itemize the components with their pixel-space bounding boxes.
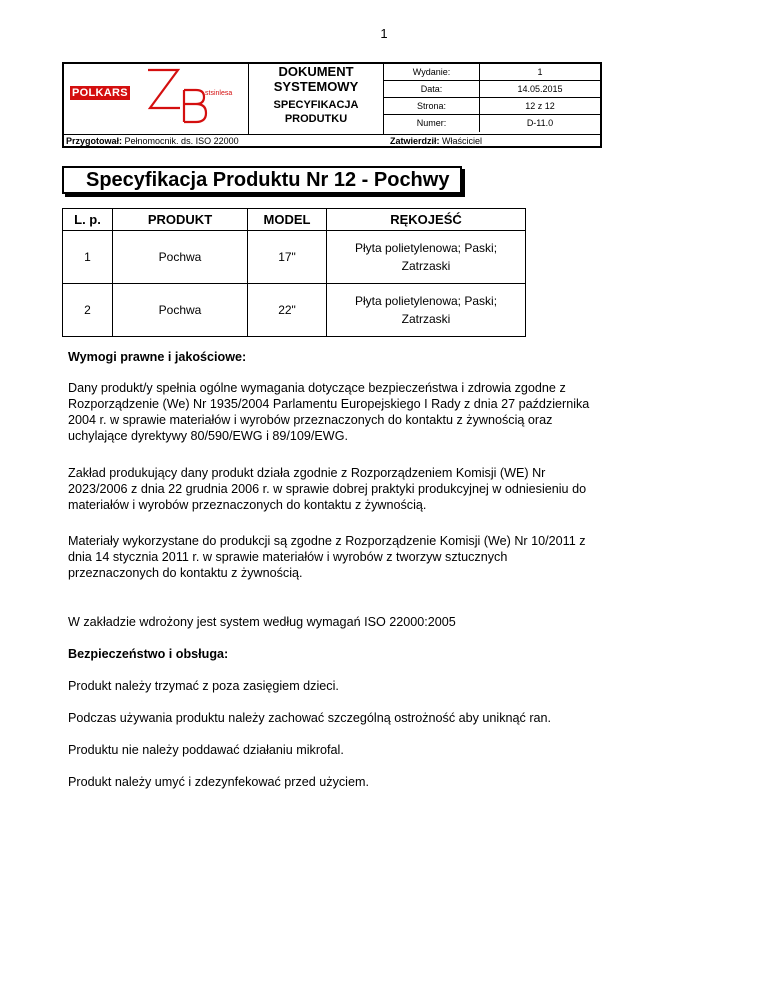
doc-name-line2: PRODUTKU bbox=[284, 113, 348, 125]
prepared-value: Pełnomocnik. ds. ISO 22000 bbox=[124, 136, 239, 146]
handle-line: Płyta polietylenowa; Paski; bbox=[354, 294, 498, 308]
approved-by bbox=[390, 136, 482, 146]
logo-brand-text: POLKARS bbox=[72, 87, 128, 99]
prepared-label: Przygotował: bbox=[66, 136, 123, 146]
meta-label: Numer: bbox=[384, 115, 480, 132]
cell-model: 17" bbox=[248, 231, 327, 284]
safety-line-3: Produktu nie należy poddawać działaniu mikrofal. bbox=[68, 743, 344, 757]
legal-paragraph-3 bbox=[68, 533, 628, 581]
text-line: uchylające dyrektywy 80/590/EWG i 89/109/EWG. bbox=[68, 429, 348, 443]
doc-type-line2: SYSTEMOWY bbox=[273, 79, 359, 94]
page-title: Specyfikacja Produktu Nr 12 - Pochwy bbox=[62, 166, 462, 194]
handle-line: Zatrzaski bbox=[401, 259, 451, 273]
meta-row-edition bbox=[384, 64, 600, 81]
text-line: Materiały wykorzystane do produkcji są zgodne z Rozporządzenie Komisji (We) Nr 10/2011 z bbox=[68, 534, 586, 548]
table-header-row bbox=[63, 209, 526, 231]
company-logo bbox=[64, 64, 249, 134]
approved-label: Zatwierdził: bbox=[390, 136, 440, 146]
cell-lp: 2 bbox=[63, 284, 113, 337]
document-meta bbox=[384, 64, 600, 134]
iso-statement: W zakładzie wdrożony jest system według wymagań ISO 22000:2005 bbox=[68, 615, 456, 629]
header-signatures bbox=[64, 134, 600, 149]
cell-model: 22" bbox=[248, 284, 327, 337]
logo-small-text: stsinlesa bbox=[205, 90, 233, 97]
cell-product: Pochwa bbox=[113, 231, 248, 284]
prepared-by bbox=[66, 136, 239, 146]
text-line: Zakład produkujący dany produkt działa zgodnie z Rozporządzeniem Komisji (WE) Nr bbox=[68, 466, 546, 480]
text-line: 2023/2006 z dnia 22 grudnia 2006 r. w sprawie dobrej praktyki produkcyjnej w odniesieniu do bbox=[68, 482, 587, 496]
text-line: przeznaczonych do kontaktu z żywnością. bbox=[68, 566, 303, 580]
col-header-handle: RĘKOJEŚĆ bbox=[327, 209, 526, 231]
document-header bbox=[62, 62, 602, 148]
document-type-cell bbox=[249, 64, 384, 134]
col-header-model: MODEL bbox=[248, 209, 327, 231]
cell-product: Pochwa bbox=[113, 284, 248, 337]
legal-heading: Wymogi prawne i jakościowe: bbox=[68, 350, 247, 364]
legal-paragraph-2 bbox=[68, 465, 628, 513]
page-number: 1 bbox=[380, 26, 388, 41]
col-header-product: PRODUKT bbox=[113, 209, 248, 231]
doc-type-line1: DOKUMENT bbox=[278, 64, 354, 79]
safety-line-4: Produkt należy umyć i zdezynfekować przed użyciem. bbox=[68, 775, 369, 789]
cell-handle bbox=[327, 284, 526, 337]
handle-line: Płyta polietylenowa; Paski; bbox=[354, 241, 498, 255]
text-line: materiałów i wyrobów przeznaczonych do kontaktu z żywnością. bbox=[68, 498, 427, 512]
safety-heading: Bezpieczeństwo i obsługa: bbox=[68, 647, 229, 661]
meta-row-number bbox=[384, 115, 600, 132]
meta-value: 1 bbox=[537, 67, 543, 77]
handle-line: Zatrzaski bbox=[401, 312, 451, 326]
cell-handle bbox=[327, 231, 526, 284]
meta-label: Strona: bbox=[384, 98, 480, 114]
meta-row-page bbox=[384, 98, 600, 115]
doc-name-line1: SPECYFIKACJA bbox=[273, 99, 359, 111]
text-line: 2004 r. w sprawie materiałów i wyrobów przeznaczonych do kontaktu z żywnością oraz bbox=[68, 413, 553, 427]
table-row bbox=[63, 284, 526, 337]
approved-value: Właściciel bbox=[442, 136, 483, 146]
table-row bbox=[63, 231, 526, 284]
col-header-lp: L. p. bbox=[63, 209, 113, 231]
meta-value: D-11.0 bbox=[526, 118, 554, 128]
legal-paragraph-1 bbox=[68, 380, 628, 444]
text-line: Dany produkt/y spełnia ogólne wymagania dotyczące bezpieczeństwa i zdrowia zgodne z bbox=[68, 381, 566, 395]
meta-value: 12 z 12 bbox=[525, 101, 555, 111]
meta-label: Data: bbox=[384, 81, 480, 97]
meta-value: 14.05.2015 bbox=[517, 84, 563, 94]
cell-lp: 1 bbox=[63, 231, 113, 284]
text-line: Rozporządzenie (We) Nr 1935/2004 Parlamentu Europejskiego I Rady z dnia 27 października bbox=[68, 397, 590, 411]
meta-label: Wydanie: bbox=[384, 64, 480, 80]
product-table bbox=[62, 208, 526, 337]
meta-row-date bbox=[384, 81, 600, 98]
text-line: dnia 14 stycznia 2011 r. w sprawie materiałów i wyrobów z tworzyw sztucznych bbox=[68, 550, 508, 564]
safety-line-2: Podczas używania produktu należy zachować szczególną ostrożność aby uniknąć ran. bbox=[68, 711, 552, 725]
safety-line-1: Produkt należy trzymać z poza zasięgiem dzieci. bbox=[68, 679, 339, 693]
logo-zb-letters bbox=[144, 64, 214, 124]
